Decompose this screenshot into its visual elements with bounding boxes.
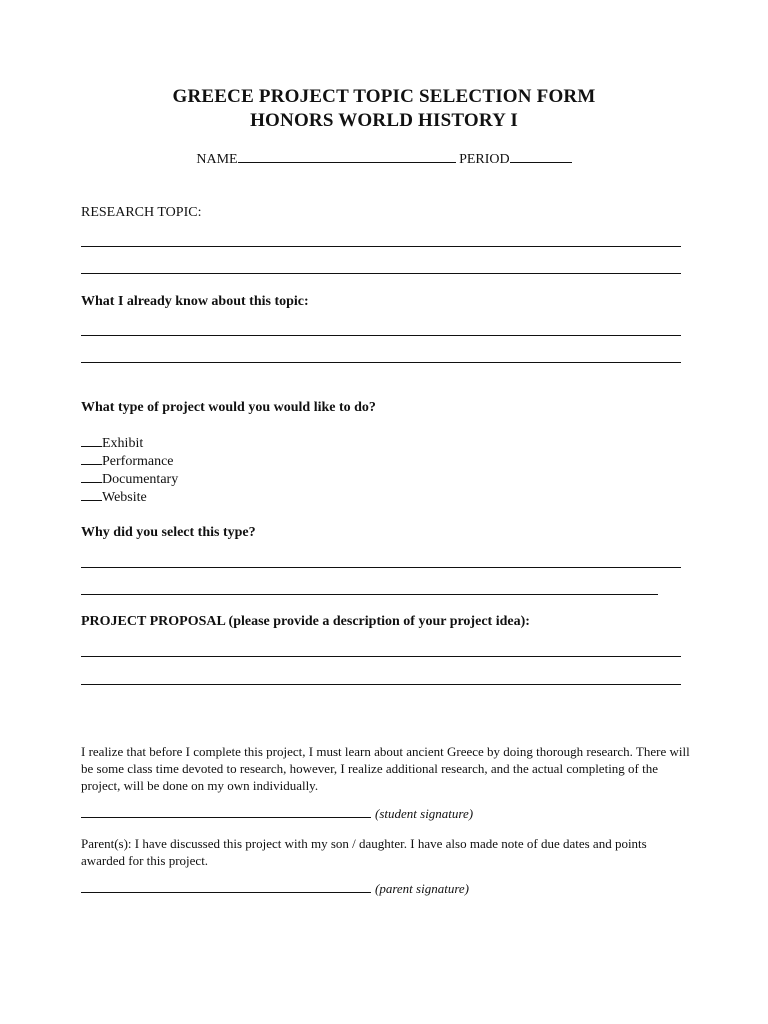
checkbox-blank[interactable] xyxy=(81,472,102,483)
proposal-line-1[interactable] xyxy=(81,656,681,657)
student-signature-caption: (student signature) xyxy=(375,806,474,821)
student-signature-row xyxy=(81,805,473,822)
form-title: GREECE PROJECT TOPIC SELECTION FORM xyxy=(172,86,596,107)
already-know-label: What I already know about this topic: xyxy=(81,294,309,309)
research-topic-label: RESEARCH TOPIC: xyxy=(81,205,202,220)
option-exhibit[interactable] xyxy=(81,436,143,452)
option-label: Performance xyxy=(102,454,174,469)
option-documentary[interactable] xyxy=(81,472,178,488)
parent-signature-field[interactable] xyxy=(81,880,371,893)
checkbox-blank[interactable] xyxy=(81,436,102,447)
research-topic-line-1[interactable] xyxy=(81,246,681,247)
checkbox-blank[interactable] xyxy=(81,454,102,465)
option-label: Documentary xyxy=(102,472,179,487)
option-label: Exhibit xyxy=(102,436,144,451)
project-type-question: What type of project would you would like to do? xyxy=(81,400,376,415)
period-label: PERIOD xyxy=(459,152,510,167)
already-know-line-2[interactable] xyxy=(81,362,681,363)
parent-signature-caption: (parent signature) xyxy=(375,881,469,896)
why-select-line-1[interactable] xyxy=(81,567,681,568)
why-select-line-2[interactable] xyxy=(81,594,658,595)
research-topic-line-2[interactable] xyxy=(81,273,681,274)
name-label: NAME xyxy=(196,152,238,167)
course-title: HONORS WORLD HISTORY I xyxy=(250,110,518,131)
student-signature-field[interactable] xyxy=(81,805,371,818)
period-field[interactable] xyxy=(510,150,572,163)
already-know-line-1[interactable] xyxy=(81,335,681,336)
student-agreement-text: I realize that before I complete this project, I must learn about ancient Greece by doing thorough research. There will be some class time devoted to research, however, I realize additional research, and the actual completing of the project, will be done on my own individually. xyxy=(81,744,690,793)
option-performance[interactable] xyxy=(81,454,174,470)
name-field[interactable] xyxy=(238,150,456,163)
parent-agreement-text: Parent(s): I have discussed this project with my son / daughter. I have also made note of due dates and points awarded for this project. xyxy=(81,836,647,868)
option-label: Website xyxy=(102,490,147,505)
name-period-row xyxy=(0,150,768,168)
proposal-line-2[interactable] xyxy=(81,684,681,685)
why-select-label: Why did you select this type? xyxy=(81,525,256,540)
option-website[interactable] xyxy=(81,490,147,506)
checkbox-blank[interactable] xyxy=(81,490,102,501)
proposal-label-text: PROJECT PROPOSAL (please provide a description of your project idea): xyxy=(81,614,530,629)
proposal-label xyxy=(81,614,530,630)
parent-signature-row xyxy=(81,880,469,897)
